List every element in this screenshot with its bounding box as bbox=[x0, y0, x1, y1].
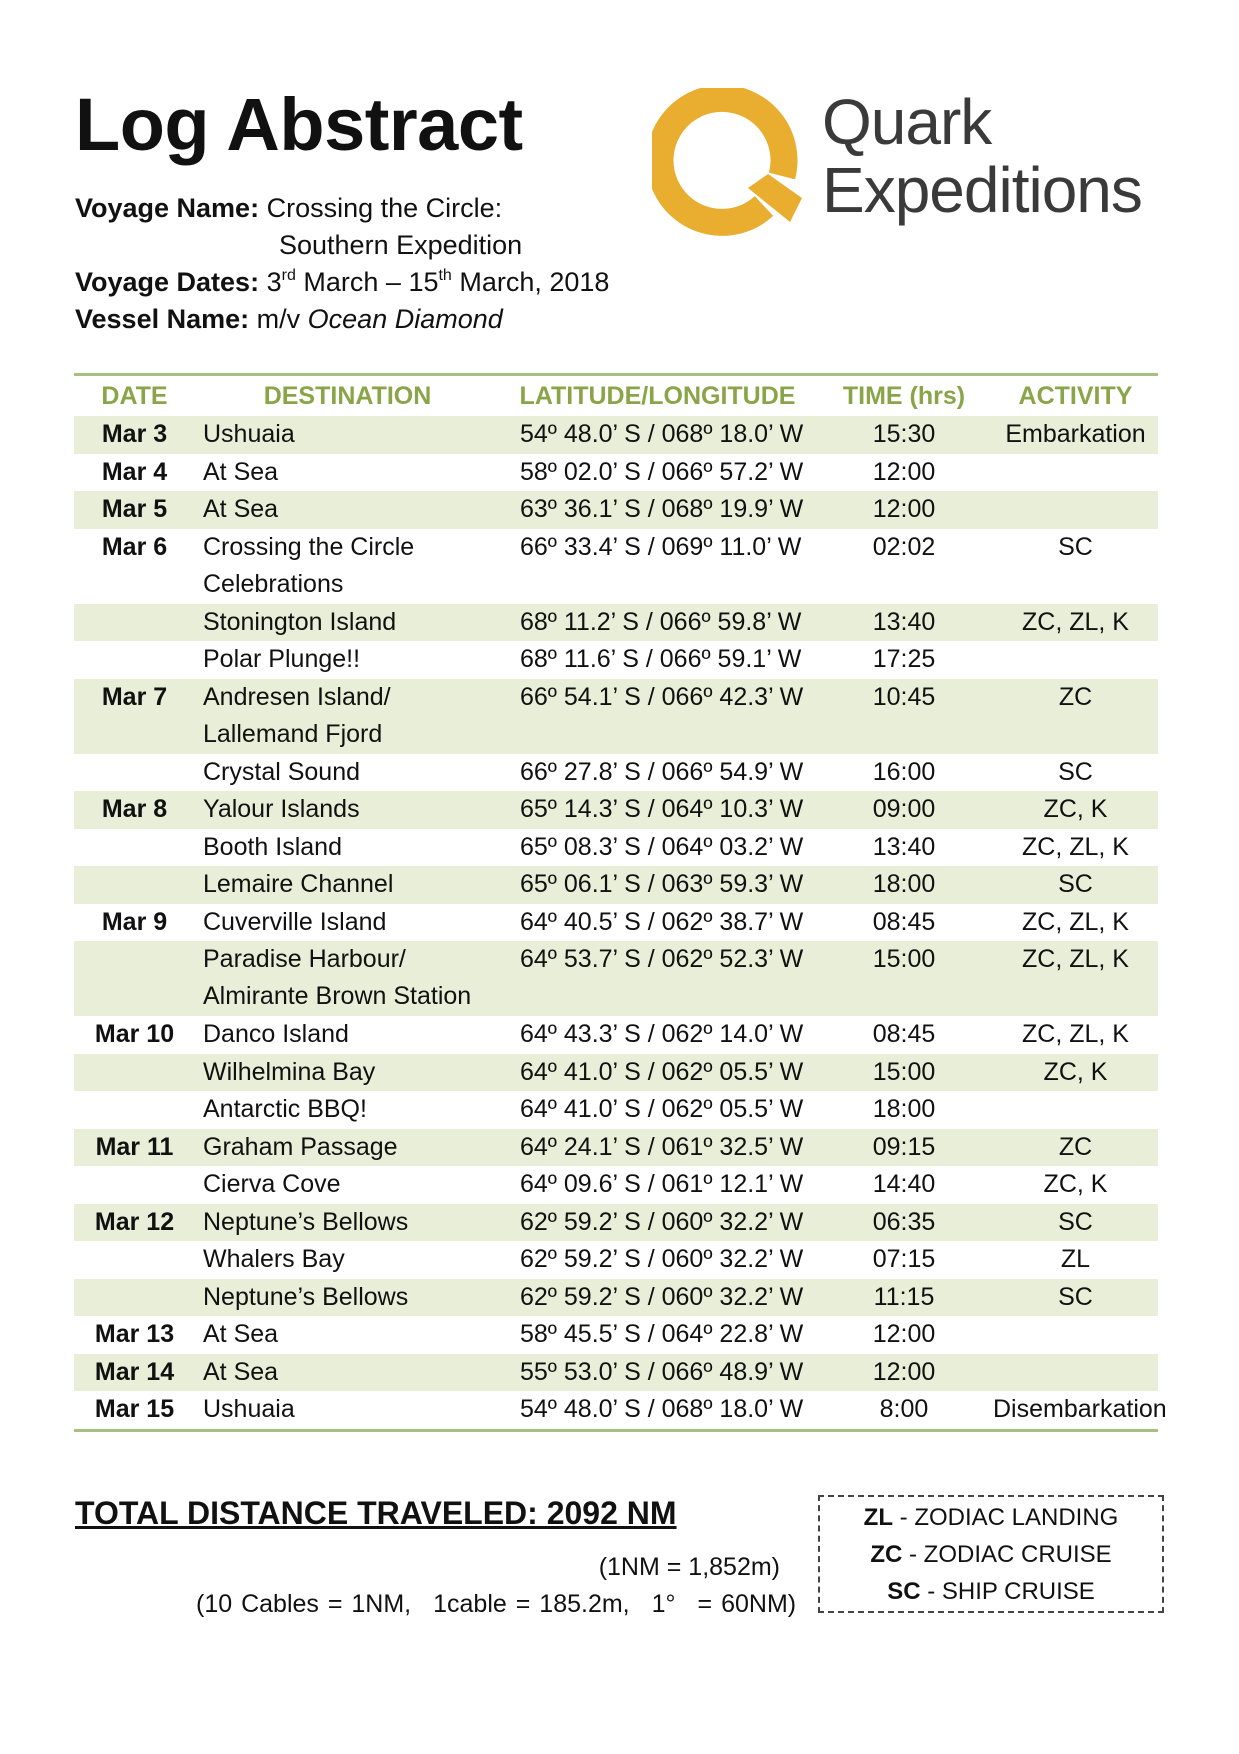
cell-latlon bbox=[500, 904, 815, 942]
cell-date bbox=[74, 416, 195, 454]
cell-date bbox=[74, 1091, 195, 1129]
cell-time-text: 14:40 bbox=[872, 1170, 936, 1198]
cell-time bbox=[815, 904, 993, 942]
table-row bbox=[74, 904, 1158, 942]
table-row bbox=[74, 791, 1158, 829]
table-header-row bbox=[74, 375, 1158, 417]
cell-destination-text: Ushuaia bbox=[203, 420, 295, 448]
voyage-name-row bbox=[75, 190, 609, 227]
vessel-name: Ocean Diamond bbox=[307, 304, 503, 334]
total-distance: TOTAL DISTANCE TRAVELED: 2092 NM bbox=[75, 1495, 677, 1531]
cell-activity-text: SC bbox=[1058, 870, 1093, 898]
cell-destination bbox=[195, 1279, 500, 1317]
cell-date bbox=[74, 454, 195, 492]
voyage-name-label: Voyage Name: bbox=[75, 193, 260, 223]
cell-destination bbox=[195, 1316, 500, 1354]
cell-activity-text: ZC bbox=[1058, 682, 1093, 711]
cell-latlon-text: 64º 09.6’ S / 061º 12.1’ W bbox=[520, 1170, 804, 1198]
cell-latlon bbox=[500, 791, 815, 829]
table-row bbox=[74, 641, 1158, 679]
cell-time-text: 08:45 bbox=[872, 907, 936, 936]
cell-destination-text: Yalour Islands bbox=[203, 795, 360, 823]
cell-date-text: Mar 13 bbox=[94, 1320, 175, 1348]
cell-date-text: Mar 3 bbox=[101, 420, 168, 448]
cell-destination bbox=[195, 529, 500, 604]
quark-logo bbox=[652, 88, 1212, 238]
cell-destination-text: Crossing the Circle bbox=[203, 532, 415, 561]
cell-destination bbox=[195, 829, 500, 867]
cell-time-text: 12:00 bbox=[872, 1320, 936, 1348]
cell-date-text: Mar 11 bbox=[95, 1132, 174, 1161]
cell-destination-text: Ushuaia bbox=[203, 1395, 295, 1423]
cell-time-text: 12:00 bbox=[872, 1357, 936, 1386]
cell-destination-text: Wilhelmina Bay bbox=[203, 1057, 376, 1086]
col-header-activity: ACTIVITY bbox=[1018, 381, 1133, 410]
cell-time-text: 08:45 bbox=[872, 1020, 936, 1048]
quark-ring-icon bbox=[652, 88, 802, 238]
cell-activity bbox=[993, 754, 1158, 792]
cell-activity-text: Disembarkation bbox=[993, 1395, 1167, 1423]
cell-date bbox=[74, 829, 195, 867]
cell-destination-text: Cierva Cove bbox=[203, 1170, 341, 1198]
cell-activity bbox=[993, 416, 1158, 454]
cell-destination bbox=[195, 1354, 500, 1392]
cell-date bbox=[74, 641, 195, 679]
cell-destination bbox=[195, 416, 500, 454]
voyage-dates-row bbox=[75, 264, 609, 301]
cell-time bbox=[815, 1316, 993, 1354]
cell-time-text: 15:00 bbox=[872, 945, 936, 973]
cell-destination bbox=[195, 1204, 500, 1242]
cell-destination bbox=[195, 1016, 500, 1054]
cell-latlon bbox=[500, 1279, 815, 1317]
cell-time-text: 12:00 bbox=[872, 495, 936, 523]
cell-destination-text: Paradise Harbour/ bbox=[203, 945, 406, 973]
vessel-label: Vessel Name: bbox=[75, 304, 250, 334]
cell-date bbox=[74, 866, 195, 904]
start-suffix: rd bbox=[281, 267, 296, 284]
cell-latlon bbox=[500, 941, 815, 1016]
cell-date bbox=[74, 1316, 195, 1354]
cell-date-text: Mar 6 bbox=[101, 532, 168, 561]
table-row bbox=[74, 1316, 1158, 1354]
table-row bbox=[74, 1241, 1158, 1279]
legend-code: ZL bbox=[863, 1504, 893, 1531]
cell-destination-text: Crystal Sound bbox=[203, 757, 361, 786]
cell-activity bbox=[993, 1241, 1158, 1279]
table-row bbox=[74, 454, 1158, 492]
cell-latlon-text: 66º 27.8’ S / 066º 54.9’ W bbox=[520, 757, 804, 786]
cell-date bbox=[74, 1054, 195, 1092]
cell-destination bbox=[195, 1391, 500, 1430]
cell-latlon-text: 62º 59.2’ S / 060º 32.2’ W bbox=[520, 1207, 804, 1236]
cell-activity-text: ZL bbox=[1060, 1245, 1091, 1273]
nm-conversion: (1NM = 1,852m) bbox=[598, 1553, 780, 1581]
table-row bbox=[74, 679, 1158, 754]
cell-destination-text: At Sea bbox=[203, 1320, 279, 1348]
cell-time-text: 18:00 bbox=[872, 870, 936, 898]
cell-latlon-text: 65º 14.3’ S / 064º 10.3’ W bbox=[520, 795, 804, 823]
cell-destination bbox=[195, 754, 500, 792]
page-title: Log Abstract bbox=[75, 83, 523, 166]
cell-time-text: 8:00 bbox=[879, 1395, 929, 1423]
cell-activity bbox=[993, 904, 1158, 942]
cell-destination-text: Danco Island bbox=[203, 1020, 349, 1048]
cell-time-text: 16:00 bbox=[872, 757, 936, 786]
cell-latlon bbox=[500, 679, 815, 754]
end-day: 15 bbox=[408, 267, 439, 297]
cell-date bbox=[74, 491, 195, 529]
cable-conversion bbox=[196, 1590, 796, 1619]
cell-time bbox=[815, 1241, 993, 1279]
cell-destination bbox=[195, 641, 500, 679]
cell-activity bbox=[993, 1054, 1158, 1092]
cell-time bbox=[815, 491, 993, 529]
cell-activity-text: ZC, K bbox=[1043, 1170, 1108, 1198]
cell-activity bbox=[993, 1016, 1158, 1054]
cell-destination bbox=[195, 941, 500, 1016]
cell-date-text: Mar 12 bbox=[94, 1207, 175, 1236]
legend-desc: - SHIP CRUISE bbox=[920, 1578, 1095, 1605]
cell-time bbox=[815, 866, 993, 904]
cell-latlon-text: 68º 11.2’ S / 066º 59.8’ W bbox=[520, 607, 802, 636]
cell-destination bbox=[195, 491, 500, 529]
vessel-prefix: m/v bbox=[256, 304, 301, 334]
table-row bbox=[74, 491, 1158, 529]
cell-latlon-text: 62º 59.2’ S / 060º 32.2’ W bbox=[520, 1282, 804, 1311]
cell-destination bbox=[195, 679, 500, 754]
cell-latlon-text: 66º 54.1’ S / 066º 42.3’ W bbox=[520, 682, 804, 711]
cell-time-text: 17:25 bbox=[872, 645, 936, 673]
cell-activity bbox=[993, 791, 1158, 829]
cell-latlon bbox=[500, 1316, 815, 1354]
cell-activity bbox=[993, 866, 1158, 904]
start-day: 3 bbox=[266, 267, 282, 297]
cell-time bbox=[815, 1129, 993, 1167]
logo-line2: Expeditions bbox=[822, 154, 1142, 226]
cell-destination-line2: Almirante Brown Station bbox=[203, 982, 472, 1010]
table-row bbox=[74, 1054, 1158, 1092]
cell-latlon-text: 64º 24.1’ S / 061º 32.5’ W bbox=[520, 1132, 804, 1161]
start-rest: March – bbox=[303, 267, 401, 297]
cell-date-text: Mar 4 bbox=[101, 457, 168, 486]
cell-latlon bbox=[500, 416, 815, 454]
cell-latlon bbox=[500, 529, 815, 604]
cell-destination-line2: Celebrations bbox=[203, 569, 344, 598]
cell-destination bbox=[195, 791, 500, 829]
cell-time-text: 06:35 bbox=[872, 1207, 936, 1236]
cell-activity-text: ZC, ZL, K bbox=[1022, 945, 1129, 973]
legend-desc: - ZODIAC LANDING bbox=[892, 1504, 1119, 1531]
cell-date-text: Mar 7 bbox=[101, 682, 168, 711]
cell-time bbox=[815, 641, 993, 679]
table-row bbox=[74, 1016, 1158, 1054]
cable-conversion-a: (10 Cables = 1NM, bbox=[196, 1590, 412, 1618]
cell-activity bbox=[993, 1391, 1167, 1430]
logo-line1: Quark bbox=[822, 86, 992, 158]
cell-date-text: Mar 10 bbox=[94, 1020, 175, 1048]
cell-latlon bbox=[500, 1204, 815, 1242]
cell-latlon bbox=[500, 1091, 815, 1129]
cell-time bbox=[815, 1054, 993, 1092]
voyage-name-line2-row bbox=[75, 227, 609, 264]
cell-time-text: 07:15 bbox=[872, 1245, 936, 1273]
cell-activity bbox=[993, 1129, 1158, 1167]
cell-latlon bbox=[500, 1166, 815, 1204]
cell-time bbox=[815, 1391, 993, 1430]
cell-latlon bbox=[500, 604, 815, 642]
cell-latlon-text: 55º 53.0’ S / 066º 48.9’ W bbox=[520, 1357, 804, 1386]
cell-activity bbox=[993, 454, 1158, 492]
cell-destination-text: At Sea bbox=[203, 457, 279, 486]
cell-latlon bbox=[500, 1391, 815, 1430]
table-row bbox=[74, 416, 1158, 454]
cell-time bbox=[815, 416, 993, 454]
cell-date bbox=[74, 529, 195, 604]
cell-activity-text: SC bbox=[1058, 757, 1093, 786]
cell-latlon-text: 54º 48.0’ S / 068º 18.0’ W bbox=[520, 1395, 804, 1423]
cell-time-text: 09:15 bbox=[872, 1132, 936, 1161]
cell-latlon bbox=[500, 1054, 815, 1092]
cell-latlon-text: 64º 40.5’ S / 062º 38.7’ W bbox=[520, 907, 804, 936]
cell-latlon bbox=[500, 491, 815, 529]
cell-destination-text: Lemaire Channel bbox=[203, 870, 394, 898]
cell-time-text: 09:00 bbox=[872, 795, 936, 823]
cell-destination-text: Polar Plunge!! bbox=[203, 645, 361, 673]
vessel-row bbox=[75, 301, 609, 338]
cell-time bbox=[815, 791, 993, 829]
cell-latlon-text: 54º 48.0’ S / 068º 18.0’ W bbox=[520, 420, 804, 448]
cell-latlon-text: 58º 45.5’ S / 064º 22.8’ W bbox=[520, 1320, 804, 1348]
cell-activity bbox=[993, 941, 1158, 1016]
cell-destination-text: Andresen Island/ bbox=[203, 682, 391, 711]
cell-latlon bbox=[500, 1241, 815, 1279]
table-row bbox=[74, 1166, 1158, 1204]
cell-time bbox=[815, 941, 993, 1016]
cell-time-text: 15:00 bbox=[872, 1057, 936, 1086]
cell-latlon bbox=[500, 1129, 815, 1167]
cell-date bbox=[74, 1129, 195, 1167]
cell-time-text: 13:40 bbox=[872, 832, 936, 861]
cell-destination-line2: Lallemand Fjord bbox=[203, 719, 383, 748]
table-row bbox=[74, 1129, 1158, 1167]
cell-time-text: 13:40 bbox=[872, 607, 936, 636]
table-row bbox=[74, 829, 1158, 867]
cell-date bbox=[74, 791, 195, 829]
voyage-name-line2: Southern Expedition bbox=[279, 230, 523, 260]
cell-destination-text: Neptune’s Bellows bbox=[203, 1282, 409, 1311]
table-row bbox=[74, 1204, 1158, 1242]
cell-time-text: 10:45 bbox=[872, 682, 936, 711]
table-row bbox=[74, 1354, 1158, 1392]
cell-date bbox=[74, 1391, 195, 1430]
quark-wordmark bbox=[822, 88, 1142, 224]
legend-code: ZC bbox=[870, 1541, 903, 1568]
cell-date bbox=[74, 1016, 195, 1054]
cell-destination bbox=[195, 604, 500, 642]
cell-activity bbox=[993, 1091, 1158, 1129]
cell-destination-text: At Sea bbox=[203, 1357, 279, 1386]
cell-latlon-text: 66º 33.4’ S / 069º 11.0’ W bbox=[520, 532, 802, 561]
cell-date bbox=[74, 679, 195, 754]
voyage-name-line1: Crossing the Circle: bbox=[266, 193, 503, 223]
cell-time-text: 12:00 bbox=[872, 457, 936, 486]
cell-date bbox=[74, 1241, 195, 1279]
cell-time-text: 15:30 bbox=[872, 420, 936, 448]
table-row bbox=[74, 604, 1158, 642]
col-header-latlon: LATITUDE/LONGITUDE bbox=[519, 381, 796, 410]
cell-latlon-text: 65º 06.1’ S / 063º 59.3’ W bbox=[520, 870, 804, 898]
cable-conversion-c: 1° bbox=[651, 1590, 676, 1618]
cell-activity-text: SC bbox=[1058, 532, 1093, 561]
log-table bbox=[74, 373, 1167, 1432]
cell-time bbox=[815, 829, 993, 867]
cell-activity bbox=[993, 679, 1158, 754]
cell-destination-text: Antarctic BBQ! bbox=[203, 1095, 367, 1123]
voyage-info bbox=[75, 190, 609, 338]
cell-date bbox=[74, 1166, 195, 1204]
cell-time bbox=[815, 604, 993, 642]
cell-destination-text: At Sea bbox=[203, 495, 279, 523]
cell-time-text: 02:02 bbox=[872, 532, 936, 561]
legend-code: SC bbox=[887, 1578, 921, 1605]
cell-date bbox=[74, 1354, 195, 1392]
cell-destination-text: Cuverville Island bbox=[203, 907, 387, 936]
col-header-time: TIME (hrs) bbox=[842, 381, 966, 410]
activity-legend bbox=[818, 1495, 1164, 1613]
cell-activity bbox=[993, 1166, 1158, 1204]
cell-latlon-text: 64º 43.3’ S / 062º 14.0’ W bbox=[520, 1020, 804, 1048]
cell-activity-text: SC bbox=[1058, 1207, 1093, 1236]
cell-latlon-text: 64º 41.0’ S / 062º 05.5’ W bbox=[520, 1057, 804, 1086]
cell-time-text: 11:15 bbox=[873, 1282, 935, 1311]
cell-destination-text: Neptune’s Bellows bbox=[203, 1207, 409, 1236]
cell-activity bbox=[993, 604, 1158, 642]
cell-activity-text: ZC, K bbox=[1043, 1057, 1108, 1086]
cell-latlon bbox=[500, 1016, 815, 1054]
cell-activity-text: ZC, ZL, K bbox=[1022, 832, 1129, 861]
log-table-body bbox=[74, 416, 1167, 1430]
table-row bbox=[74, 1391, 1158, 1430]
cell-time-text: 18:00 bbox=[872, 1095, 936, 1123]
cell-activity-text: ZC, ZL, K bbox=[1022, 1020, 1129, 1048]
cell-activity bbox=[993, 1204, 1158, 1242]
cell-date-text: Mar 5 bbox=[101, 495, 168, 523]
legend-item-zl bbox=[820, 1499, 1162, 1536]
col-header-date: DATE bbox=[101, 381, 168, 410]
cell-activity-text: SC bbox=[1058, 1282, 1093, 1311]
cell-destination-text: Stonington Island bbox=[203, 607, 397, 636]
cell-latlon-text: 65º 08.3’ S / 064º 03.2’ W bbox=[520, 832, 804, 861]
cell-latlon-text: 63º 36.1’ S / 068º 19.9’ W bbox=[520, 495, 804, 523]
cell-latlon bbox=[500, 454, 815, 492]
cell-destination-text: Graham Passage bbox=[203, 1132, 398, 1161]
cable-conversion-d: = 60NM) bbox=[697, 1590, 797, 1618]
cell-activity bbox=[993, 829, 1158, 867]
cell-latlon-text: 64º 53.7’ S / 062º 52.3’ W bbox=[520, 945, 804, 973]
cell-activity-text: ZC, K bbox=[1043, 795, 1108, 823]
cell-activity bbox=[993, 1316, 1158, 1354]
legend-item-zc bbox=[820, 1536, 1162, 1573]
end-rest: March, 2018 bbox=[459, 267, 610, 297]
table-row bbox=[74, 529, 1158, 604]
cell-activity-text: ZC, ZL, K bbox=[1022, 907, 1129, 936]
cell-destination bbox=[195, 1241, 500, 1279]
cell-time bbox=[815, 1354, 993, 1392]
cell-activity bbox=[993, 1279, 1158, 1317]
cell-time bbox=[815, 454, 993, 492]
cell-destination bbox=[195, 866, 500, 904]
cell-date bbox=[74, 904, 195, 942]
cell-date-text: Mar 8 bbox=[101, 795, 168, 823]
cell-time bbox=[815, 754, 993, 792]
cell-destination bbox=[195, 1129, 500, 1167]
cell-destination bbox=[195, 1054, 500, 1092]
cell-activity-text: ZC bbox=[1058, 1132, 1093, 1161]
cell-time bbox=[815, 1204, 993, 1242]
cell-latlon-text: 62º 59.2’ S / 060º 32.2’ W bbox=[520, 1245, 804, 1273]
cell-time bbox=[815, 1166, 993, 1204]
cell-latlon-text: 58º 02.0’ S / 066º 57.2’ W bbox=[520, 457, 804, 486]
cell-latlon bbox=[500, 829, 815, 867]
table-row bbox=[74, 1091, 1158, 1129]
cell-time bbox=[815, 1016, 993, 1054]
cell-date bbox=[74, 941, 195, 1016]
cable-conversion-b: 1cable = 185.2m, bbox=[433, 1590, 630, 1618]
cell-activity-text: Embarkation bbox=[1005, 420, 1146, 448]
cell-activity bbox=[993, 529, 1158, 604]
cell-time bbox=[815, 529, 993, 604]
cell-date-text: Mar 15 bbox=[94, 1395, 175, 1423]
cell-destination-text: Booth Island bbox=[203, 832, 342, 861]
cell-latlon bbox=[500, 866, 815, 904]
cell-destination-text: Whalers Bay bbox=[203, 1245, 345, 1273]
cell-date-text: Mar 14 bbox=[94, 1357, 175, 1386]
cell-time bbox=[815, 1091, 993, 1129]
cell-latlon-text: 64º 41.0’ S / 062º 05.5’ W bbox=[520, 1095, 804, 1123]
cell-destination bbox=[195, 1091, 500, 1129]
cell-activity-text: ZC, ZL, K bbox=[1022, 607, 1129, 636]
cell-latlon bbox=[500, 754, 815, 792]
cell-time bbox=[815, 1279, 993, 1317]
col-header-destination: DESTINATION bbox=[263, 381, 432, 410]
table-row bbox=[74, 941, 1158, 1016]
table-row bbox=[74, 866, 1158, 904]
cell-date bbox=[74, 754, 195, 792]
cell-date bbox=[74, 1279, 195, 1317]
cell-latlon bbox=[500, 641, 815, 679]
cell-date bbox=[74, 604, 195, 642]
cell-latlon-text: 68º 11.6’ S / 066º 59.1’ W bbox=[520, 645, 802, 673]
end-suffix: th bbox=[438, 267, 452, 284]
cell-latlon bbox=[500, 1354, 815, 1392]
legend-desc: - ZODIAC CRUISE bbox=[902, 1541, 1112, 1568]
cell-activity bbox=[993, 1354, 1158, 1392]
table-row bbox=[74, 1279, 1158, 1317]
cell-destination bbox=[195, 904, 500, 942]
cell-activity bbox=[993, 491, 1158, 529]
table-row bbox=[74, 754, 1158, 792]
voyage-dates-label: Voyage Dates: bbox=[75, 267, 260, 297]
cell-date bbox=[74, 1204, 195, 1242]
cell-activity bbox=[993, 641, 1158, 679]
cell-time bbox=[815, 679, 993, 754]
cell-destination bbox=[195, 1166, 500, 1204]
cell-date-text: Mar 9 bbox=[101, 907, 168, 936]
cell-destination bbox=[195, 454, 500, 492]
legend-item-sc bbox=[820, 1573, 1162, 1610]
